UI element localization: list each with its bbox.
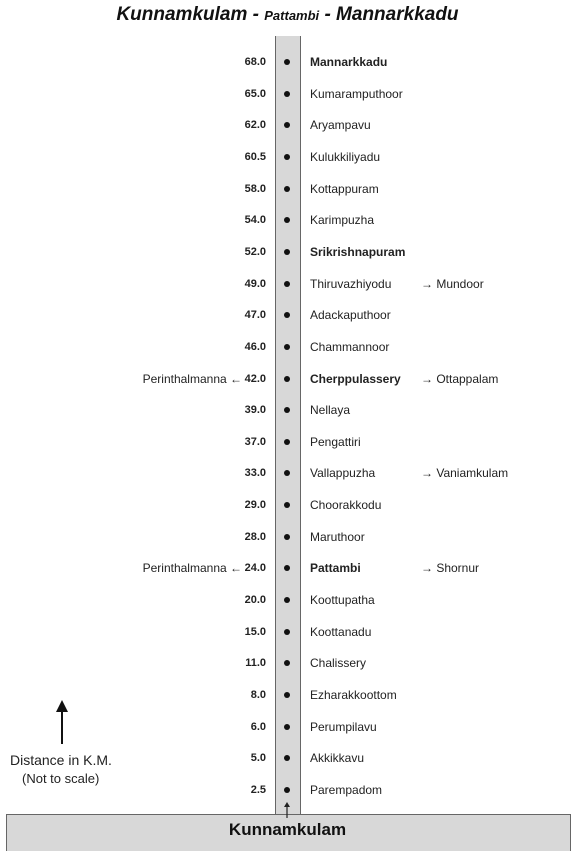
branch-left: Perinthalmanna ← xyxy=(142,371,242,386)
stop-distance: 37.0 xyxy=(244,435,266,448)
stop-distance: 39.0 xyxy=(244,404,266,417)
stop-name: Akkikkavu xyxy=(310,751,365,766)
stop-name: Aryampavu xyxy=(310,118,371,133)
stop-distance: 42.0 xyxy=(244,372,266,385)
stop-marker xyxy=(284,660,290,666)
stop-marker xyxy=(284,755,290,761)
stop-distance: 60.5 xyxy=(244,150,266,163)
stop-name: Chammannoor xyxy=(310,339,390,354)
stop-name: Maruthoor xyxy=(310,529,365,544)
stop-marker xyxy=(284,59,290,65)
stop-name: Vallappuzha xyxy=(310,466,376,481)
stop-distance: 20.0 xyxy=(244,594,266,607)
branch-right: → Shornur xyxy=(421,561,480,576)
branch-right: → Mundoor xyxy=(421,276,484,291)
stop-name: Koottupatha xyxy=(310,593,375,608)
stop-marker xyxy=(284,724,290,730)
branch-left: Perinthalmanna ← xyxy=(142,561,242,576)
stop-marker xyxy=(284,122,290,128)
stop-distance: 47.0 xyxy=(244,309,266,322)
stop-distance: 2.5 xyxy=(250,783,266,796)
stop-name: Perumpilavu xyxy=(310,719,377,734)
stop-distance: 24.0 xyxy=(244,562,266,575)
stop-distance: 49.0 xyxy=(244,277,266,290)
stop-distance: 58.0 xyxy=(244,182,266,195)
stop-name: Mannarkkadu xyxy=(310,55,388,69)
stop-distance: 68.0 xyxy=(244,56,266,68)
stop-marker xyxy=(284,502,290,508)
stop-marker xyxy=(284,154,290,160)
stop-name: Srikrishnapuram xyxy=(310,244,406,259)
stop-distance: 65.0 xyxy=(244,87,266,100)
stop-marker xyxy=(284,692,290,698)
stop-marker xyxy=(284,376,290,382)
stop-marker xyxy=(284,186,290,192)
stop-marker xyxy=(284,312,290,318)
stop-marker xyxy=(284,597,290,603)
stop-name: Ezharakkoottom xyxy=(310,688,397,702)
stop-name: Parempadom xyxy=(310,782,383,797)
stop-name: Thiruvazhiyodu xyxy=(310,276,392,291)
stop-distance: 33.0 xyxy=(244,467,266,480)
stop-name: Chalissery xyxy=(310,656,367,671)
stop-distance: 54.0 xyxy=(244,214,266,227)
stop-marker xyxy=(284,249,290,255)
stop-name: Pengattiri xyxy=(310,434,361,449)
title-origin: Kunnamkulam - xyxy=(116,4,265,25)
stop-distance: 28.0 xyxy=(244,530,266,543)
stop-name: Kumaramputhoor xyxy=(310,86,403,101)
stop-distance: 11.0 xyxy=(245,657,266,670)
stop-name: Kulukkiliyadu xyxy=(310,149,381,164)
branch-right: → Vaniamkulam xyxy=(421,466,509,481)
legend-scale-note: (Not to scale) xyxy=(22,771,100,786)
stop-marker xyxy=(284,534,290,540)
title-via: Pattambi xyxy=(264,8,320,23)
page-title xyxy=(0,4,575,26)
stop-marker xyxy=(284,91,290,97)
stop-marker xyxy=(284,470,290,476)
stop-distance: 6.0 xyxy=(250,720,266,733)
legend-distance-label: Distance in K.M. xyxy=(10,752,112,768)
stop-name: Karimpuzha xyxy=(310,213,375,228)
stop-name: Cherppulassery xyxy=(310,371,401,386)
stop-marker xyxy=(284,439,290,445)
stop-distance: 29.0 xyxy=(244,499,266,512)
stop-distance: 8.0 xyxy=(250,689,266,701)
stop-name: Koottanadu xyxy=(310,624,372,639)
stop-distance: 5.0 xyxy=(250,752,266,765)
origin-label: Kunnamkulam xyxy=(228,820,347,839)
title-destination: - Mannarkkadu xyxy=(319,4,459,25)
stop-name: Choorakkodu xyxy=(310,498,382,513)
branch-right: → Ottappalam xyxy=(421,371,499,386)
stop-name: Nellaya xyxy=(310,403,351,418)
stop-marker xyxy=(284,217,290,223)
stop-marker xyxy=(284,281,290,287)
stop-marker xyxy=(284,407,290,413)
stop-name: Pattambi xyxy=(310,561,361,576)
stop-distance: 15.0 xyxy=(244,625,266,638)
stop-name: Kottappuram xyxy=(310,181,379,196)
stop-marker xyxy=(284,565,290,571)
stop-marker xyxy=(284,787,290,793)
stop-marker xyxy=(284,344,290,350)
direction-arrow-icon xyxy=(55,700,69,744)
stop-name: Adackaputhoor xyxy=(310,308,391,323)
stop-distance: 46.0 xyxy=(244,340,266,353)
origin-arrow-icon xyxy=(282,802,292,818)
stop-marker xyxy=(284,629,290,635)
stop-distance: 52.0 xyxy=(244,245,266,258)
stop-distance: 62.0 xyxy=(244,119,266,132)
